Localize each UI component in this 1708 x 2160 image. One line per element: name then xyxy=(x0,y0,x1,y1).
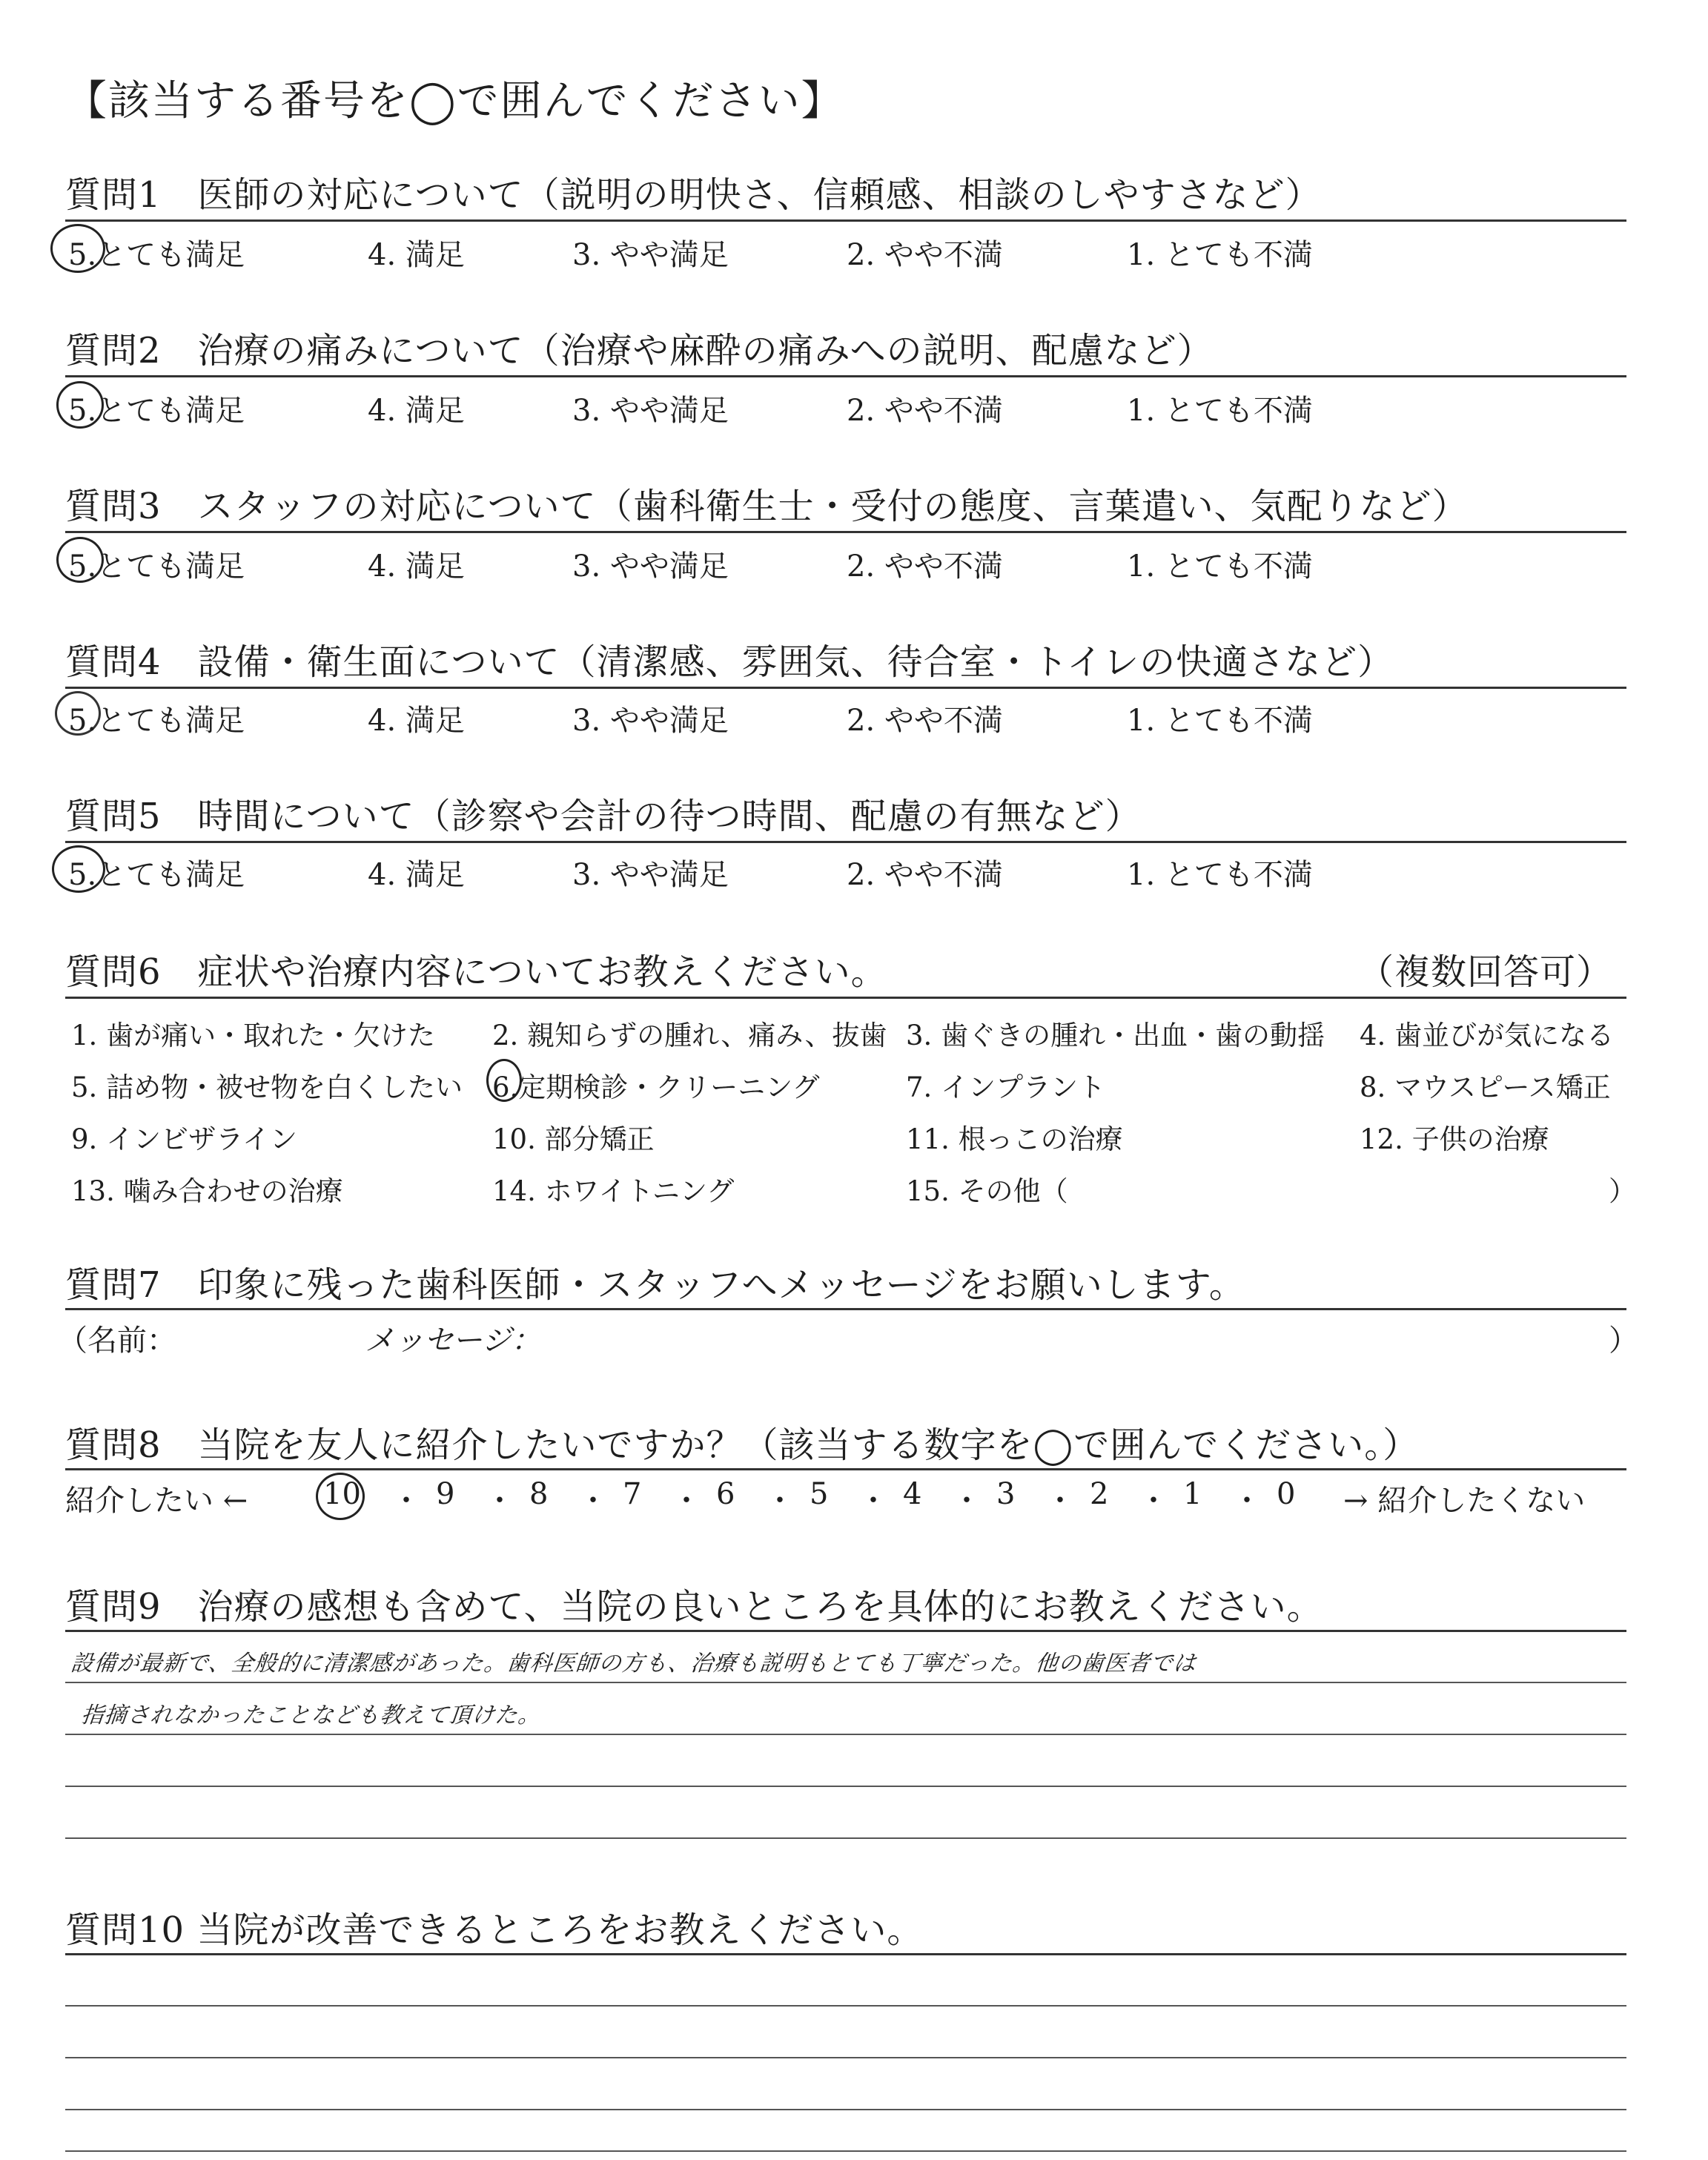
symptom-option-14[interactable]: 14. ホワイトニング xyxy=(492,1175,735,1207)
question-title: 質問3 スタッフの対応について（歯科衛生士・受付の態度、言葉遣い、気配りなど） xyxy=(65,486,1469,527)
divider xyxy=(65,687,1626,689)
symptom-option-13[interactable]: 13. 噛み合わせの治療 xyxy=(71,1175,343,1207)
recommend-left-label: 紹介したい ← xyxy=(65,1484,248,1518)
symptom-option-2[interactable]: 2. 親知らずの腫れ、痛み、抜歯 xyxy=(492,1020,887,1051)
page-title: 【該当する番号を◯で囲んでください】 xyxy=(65,77,844,125)
symptom-option-4[interactable]: 4. 歯並びが気になる xyxy=(1360,1020,1615,1051)
rating-option-4[interactable]: 4. 満足 xyxy=(368,858,465,892)
scale-1[interactable]: 1 xyxy=(1183,1477,1202,1511)
question-title: 質問9 治療の感想も含めて、当院の良いところを具体的にお教えください。 xyxy=(65,1586,1323,1628)
answer-line xyxy=(65,1734,1626,1735)
recommend-right-label: → 紹介したくない xyxy=(1343,1484,1586,1518)
answer-line xyxy=(65,2109,1626,2110)
symptom-option-12[interactable]: 12. 子供の治療 xyxy=(1360,1123,1549,1155)
symptom-option-11[interactable]: 11. 根っこの治療 xyxy=(906,1123,1123,1155)
scale-6[interactable]: 6 xyxy=(716,1477,735,1511)
rating-option-3[interactable]: 3. やや満足 xyxy=(572,549,729,584)
rating-option-5[interactable]: 5.とても満足 xyxy=(68,394,245,428)
rating-option-2[interactable]: 2. やや不満 xyxy=(847,394,1003,428)
rating-option-3[interactable]: 3. やや満足 xyxy=(572,394,729,428)
divider xyxy=(65,1630,1626,1632)
rating-option-3[interactable]: 3. やや満足 xyxy=(572,704,729,738)
answer-line xyxy=(65,1682,1626,1683)
rating-option-5[interactable]: 5.とても満足 xyxy=(68,238,245,272)
divider xyxy=(65,1468,1626,1470)
scale-separator: ・ xyxy=(765,1484,795,1518)
symptom-option-10[interactable]: 10. 部分矯正 xyxy=(492,1123,655,1155)
rating-option-5[interactable]: 5.とても満足 xyxy=(68,858,245,892)
rating-option-4[interactable]: 4. 満足 xyxy=(368,238,465,272)
symptom-option-1[interactable]: 1. 歯が痛い・取れた・欠けた xyxy=(71,1020,436,1051)
symptom-option-9[interactable]: 9. インビザライン xyxy=(71,1123,297,1155)
rating-option-2[interactable]: 2. やや不満 xyxy=(847,858,1003,892)
symptom-option-15[interactable]: 15. その他（ xyxy=(906,1175,1068,1207)
question-title: 質問7 印象に残った歯科医師・スタッフへメッセージをお願いします。 xyxy=(65,1264,1245,1306)
rating-option-1[interactable]: 1. とても不満 xyxy=(1127,858,1313,892)
answer-line xyxy=(65,2057,1626,2058)
question-title: 質問5 時間について（診察や会計の待つ時間、配慮の有無など） xyxy=(65,796,1142,837)
scale-separator: ・ xyxy=(578,1484,608,1518)
scale-separator: ・ xyxy=(1139,1484,1168,1518)
name-label: （名前： xyxy=(58,1324,176,1358)
rating-option-4[interactable]: 4. 満足 xyxy=(368,704,465,738)
question-title: 質問10 当院が改善できるところをお教えください。 xyxy=(65,1909,924,1951)
rating-option-2[interactable]: 2. やや不満 xyxy=(847,549,1003,584)
rating-option-2[interactable]: 2. やや不満 xyxy=(847,704,1003,738)
rating-option-1[interactable]: 1. とても不満 xyxy=(1127,238,1313,272)
question-title: 質問4 設備・衛生面について（清潔感、雰囲気、待合室・トイレの快適さなど） xyxy=(65,641,1394,683)
scale-separator: ・ xyxy=(391,1484,421,1518)
rating-option-5[interactable]: 5.とても満足 xyxy=(68,704,245,738)
divider xyxy=(65,219,1626,222)
scale-4[interactable]: 4 xyxy=(903,1477,922,1511)
answer-line xyxy=(65,1837,1626,1839)
scale-separator: ・ xyxy=(1232,1484,1262,1518)
message-label: メッセージ： xyxy=(365,1324,541,1358)
rating-option-1[interactable]: 1. とても不満 xyxy=(1127,549,1313,584)
scale-7[interactable]: 7 xyxy=(623,1477,642,1511)
answer-line xyxy=(65,2005,1626,2007)
scale-9[interactable]: 9 xyxy=(436,1477,455,1511)
divider xyxy=(65,1953,1626,1955)
scale-3[interactable]: 3 xyxy=(996,1477,1016,1511)
rating-option-4[interactable]: 4. 満足 xyxy=(368,549,465,584)
answer-line xyxy=(65,2150,1626,2152)
scale-separator: ・ xyxy=(952,1484,982,1518)
question-title: 質問2 治療の痛みについて（治療や麻酔の痛みへの説明、配慮など） xyxy=(65,330,1214,371)
rating-option-4[interactable]: 4. 満足 xyxy=(368,394,465,428)
scale-2[interactable]: 2 xyxy=(1090,1477,1109,1511)
message-close-paren: ） xyxy=(1609,1324,1638,1358)
symptom-option-3[interactable]: 3. 歯ぐきの腫れ・出血・歯の動揺 xyxy=(906,1020,1325,1051)
scale-separator: ・ xyxy=(672,1484,701,1518)
other-close-paren: ） xyxy=(1609,1175,1636,1207)
answer-line xyxy=(65,1786,1626,1787)
scale-separator: ・ xyxy=(485,1484,514,1518)
handwritten-answer-line-2: 指摘されなかったことなども教えて頂けた。 xyxy=(79,1702,543,1728)
divider xyxy=(65,1308,1626,1310)
divider xyxy=(65,841,1626,843)
question-title: 質問6 症状や治療内容についてお教えください。 xyxy=(65,951,887,993)
scale-10[interactable]: 10 xyxy=(323,1477,361,1511)
scale-0[interactable]: 0 xyxy=(1277,1477,1296,1511)
rating-option-3[interactable]: 3. やや満足 xyxy=(572,858,729,892)
multiple-answer-note: （複数回答可） xyxy=(1358,951,1613,993)
divider xyxy=(65,375,1626,377)
scale-8[interactable]: 8 xyxy=(529,1477,549,1511)
rating-option-3[interactable]: 3. やや満足 xyxy=(572,238,729,272)
rating-option-1[interactable]: 1. とても不満 xyxy=(1127,704,1313,738)
divider xyxy=(65,531,1626,533)
scale-separator: ・ xyxy=(1045,1484,1075,1518)
rating-option-2[interactable]: 2. やや不満 xyxy=(847,238,1003,272)
divider xyxy=(65,997,1626,999)
question-title: 質問8 当院を友人に紹介したいですか？（該当する数字を◯で囲んでください。） xyxy=(65,1424,1420,1466)
symptom-option-7[interactable]: 7. インプラント xyxy=(906,1071,1106,1103)
question-title: 質問1 医師の対応について（説明の明快さ、信頼感、相談のしやすさなど） xyxy=(65,174,1322,216)
symptom-option-8[interactable]: 8. マウスピース矯正 xyxy=(1360,1071,1611,1103)
rating-option-5[interactable]: 5.とても満足 xyxy=(68,549,245,584)
scale-5[interactable]: 5 xyxy=(810,1477,829,1511)
rating-option-1[interactable]: 1. とても不満 xyxy=(1127,394,1313,428)
scale-separator: ・ xyxy=(858,1484,888,1518)
symptom-option-5[interactable]: 5. 詰め物・被せ物を白くしたい xyxy=(71,1071,463,1103)
handwritten-answer-line-1: 設備が最新で、全般的に清潔感があった。歯科医師の方も、治療も説明もとても丁寧だった。他の歯医者では xyxy=(69,1651,1198,1677)
symptom-option-6[interactable]: 6.定期検診・クリーニング xyxy=(492,1071,820,1103)
